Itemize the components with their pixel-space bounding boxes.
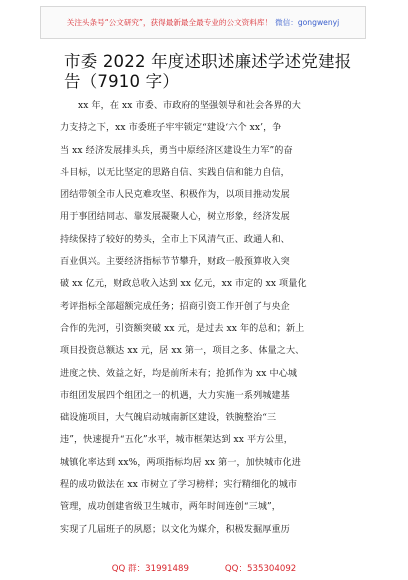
body-line: 进度之快、效益之好，均是前所未有；抢抓作为 xx 中心城 <box>60 368 298 379</box>
body-line: 违”，快速提升“五化”水平，城市框架达到 xx 平方公里， <box>60 435 293 446</box>
body-line: 合作的先河，引资额突破 xx 元，是过去 xx 年的总和；新上 <box>60 323 305 334</box>
body-line: 础设施项目，大气魄启动城南新区建设，铁腕整治“三 <box>60 413 277 424</box>
body-line: 市组团发展四个组团之一的机遇，大力实施一系列城建基 <box>60 390 290 401</box>
body-line: 破 xx 亿元，财政总收入达到 xx 亿元，xx 市定的 xx 项量化 <box>60 279 307 290</box>
body-line: xx 年，在 xx 市委、市政府的坚强领导和社会各界的大 <box>78 101 301 111</box>
document-body <box>60 95 366 541</box>
body-line: 实现了几届班子的夙愿；以文化为媒介，积极发掘厚重历 <box>60 524 290 535</box>
body-line: 力支持之下，xx 市委班子牢牢锁定“建设‘六个 xx’，争 <box>60 123 282 134</box>
footer-qq-group: QQ 群：31991489 <box>111 564 189 574</box>
body-line: 斗目标，以无比坚定的思路自信、实践自信和能力自信， <box>60 167 290 178</box>
body-line: 城镇化率达到 xx%，两项指标均居 xx 第一，加快城市化进 <box>60 457 301 468</box>
body-line: 管理，成功创建省级卫生城市，两年时间连创“三城”， <box>60 502 281 513</box>
body-line: 持续保持了较好的势头，全市上下风清气正、政通人和、 <box>60 234 290 245</box>
body-line: 用于事团结同志、靠发展凝聚人心，树立形象，经济发展 <box>60 212 290 223</box>
body-line: 考评指标全部超额完成任务；招商引资工作开创了与央企 <box>60 301 290 312</box>
banner-text: 关注头条号“公文研究”，获得最新最全最专业的公文资料库！ <box>66 18 273 27</box>
banner-contact: 微信：gongwenyj <box>275 18 340 27</box>
footer-qq: QQ：535304092 <box>224 564 297 574</box>
footer-contacts <box>0 562 408 574</box>
body-line: 当 xx 经济发展排头兵，勇当中原经济区建设生力军”的奋 <box>60 145 293 156</box>
body-line: 百业俱兴。主要经济指标节节攀升，财政一般预算收入突 <box>60 257 290 268</box>
top-promo-banner <box>40 6 366 39</box>
document-title: 市委 2022 年度述职述廉述学述党建报告（7910 字） <box>64 52 352 91</box>
body-line: 团结带领全市人民克难攻坚、积极作为，以项目推动发展 <box>60 190 290 201</box>
body-line: 项目投资总额达 xx 元，居 xx 第一，项目之多、体量之大、 <box>60 346 305 357</box>
body-line: 程的成功做法在 xx 市树立了学习榜样；实行精细化的城市 <box>60 480 298 491</box>
